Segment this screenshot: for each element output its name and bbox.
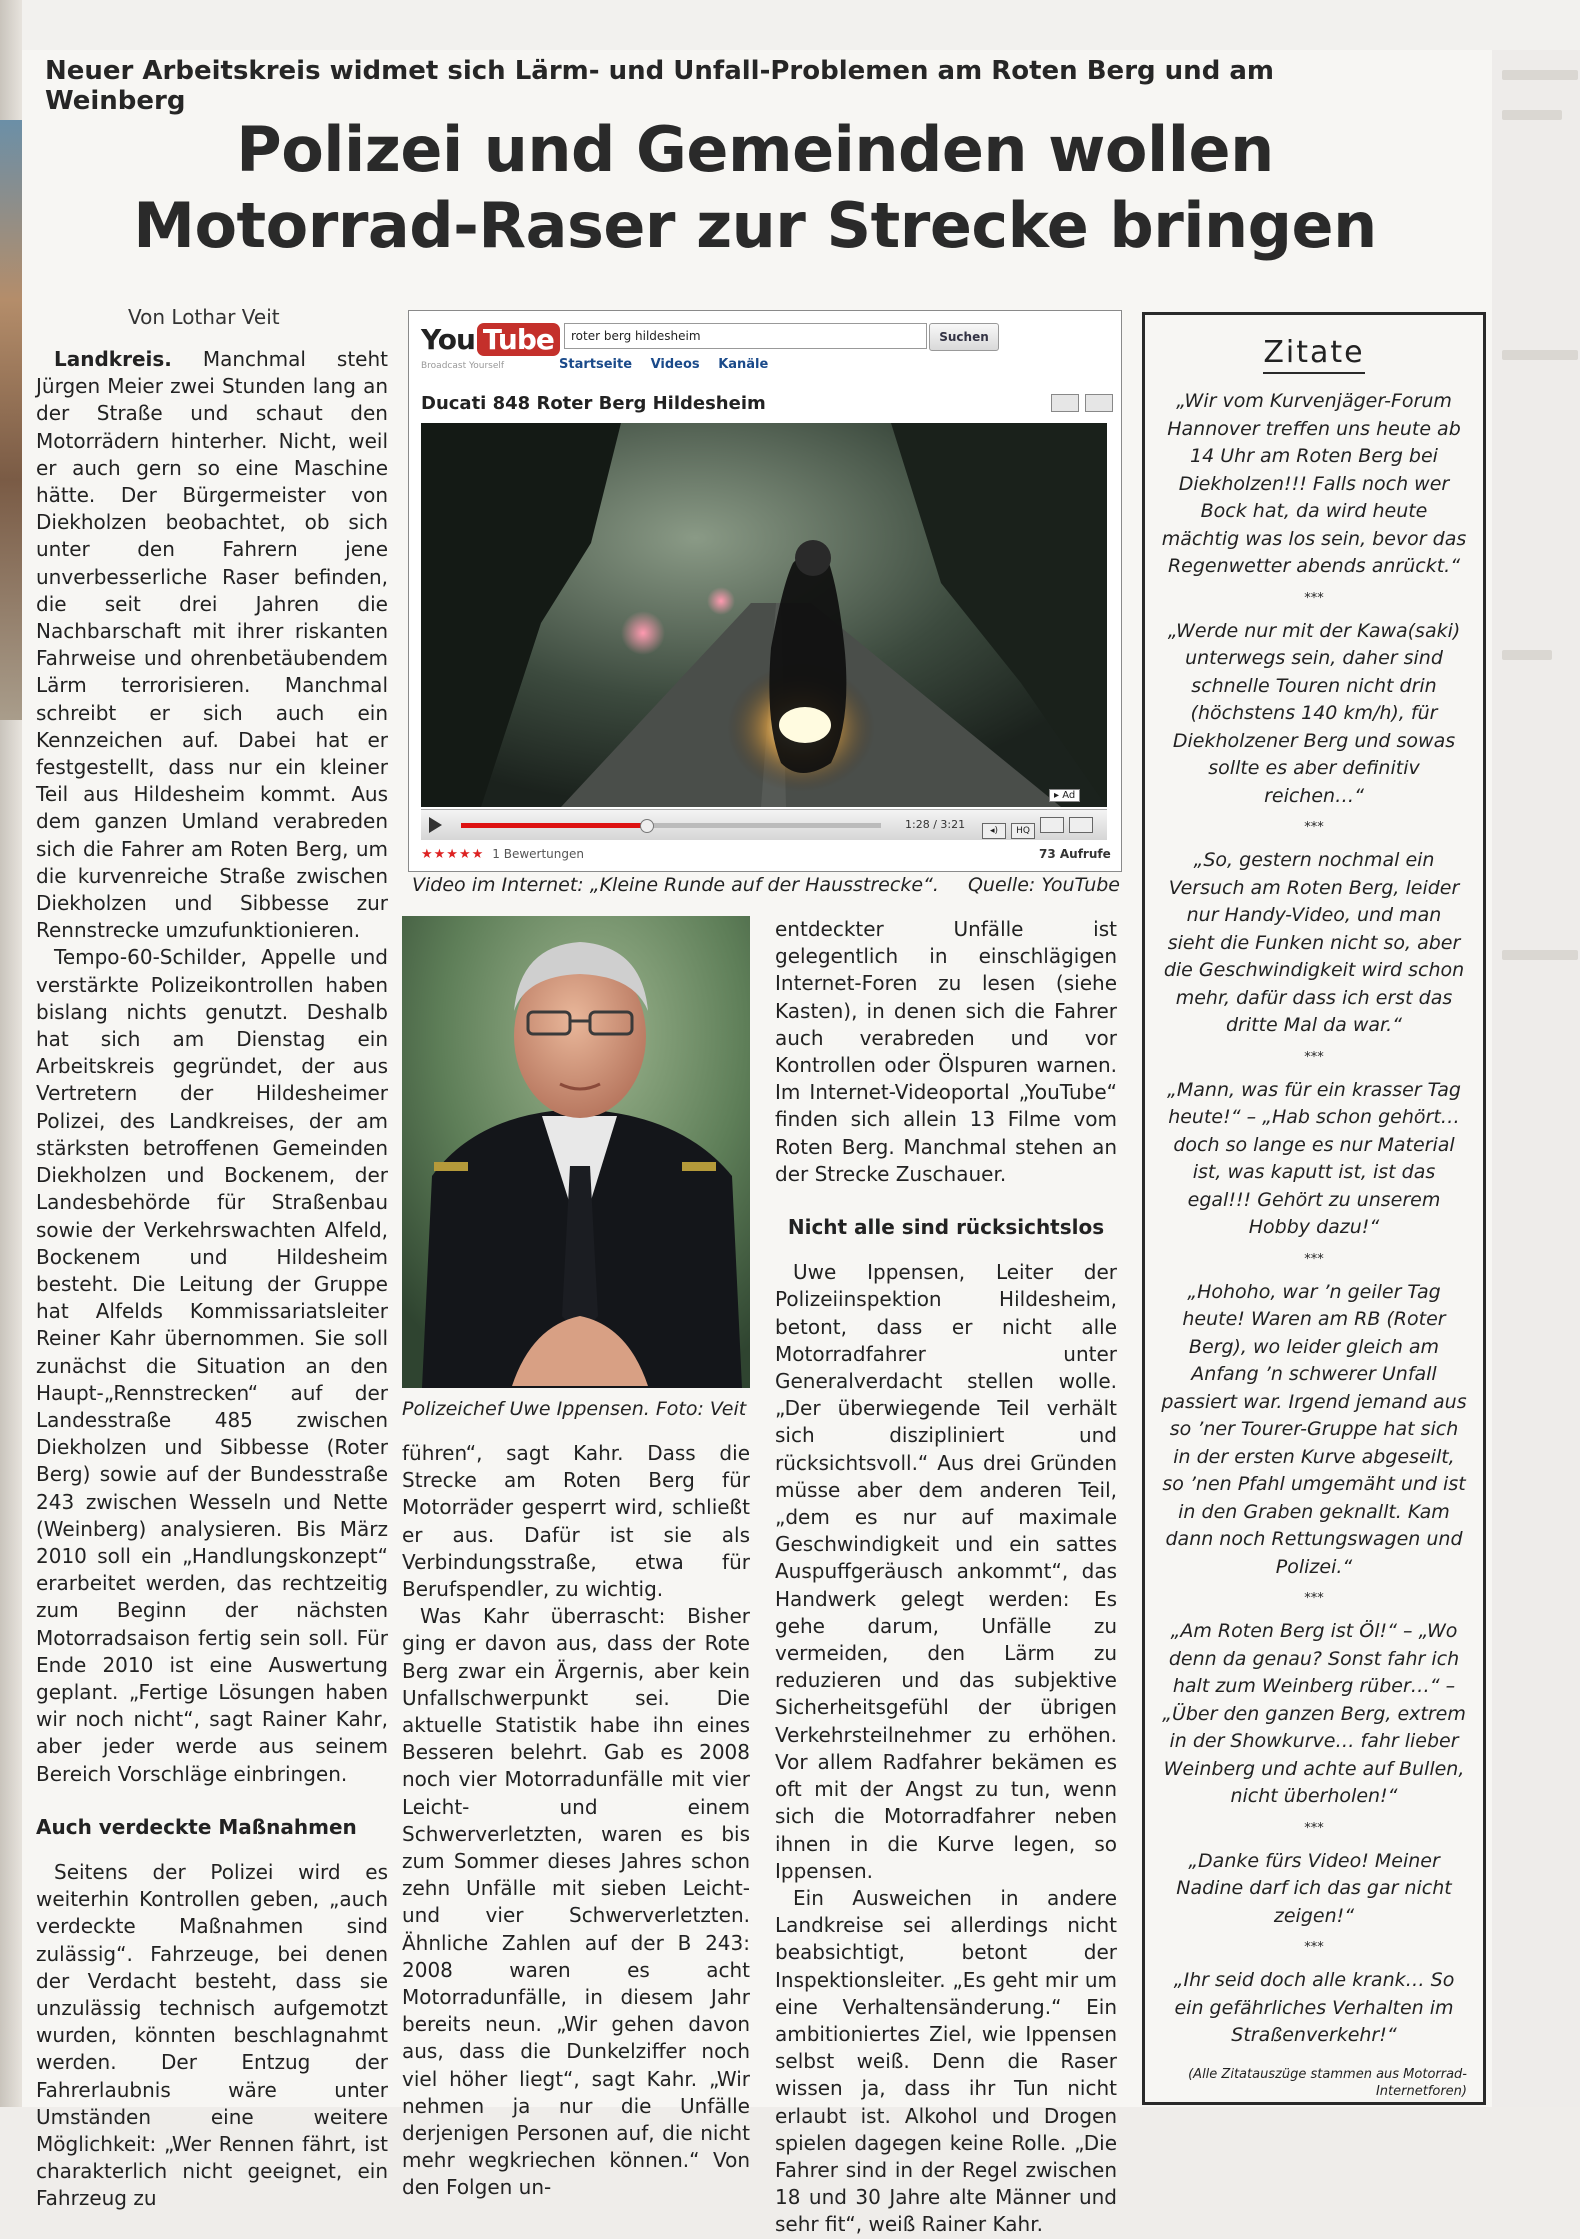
star-rating-icon[interactable]: ★★★★★ <box>421 847 485 862</box>
view-count: 73 Aufrufe <box>1039 847 1111 861</box>
forum-quote: „Werde nur mit der Kawa(saki) unterwegs sein, daher sind schnelle Touren nicht drin (höchstens 140 km/h), für Diekholzener Berg und sowas sollte es aber definitiv reichen…“ <box>1167 619 1461 807</box>
article-paragraph: führen“, sagt Kahr. Dass die Strecke am Roten Berg für Motorräder gesperrt wird, schließt er aus. Dafür ist sie als Verbindungsstraße, etwa für Berufspendler, zu wichtig. <box>402 1441 750 1602</box>
forum-quote: „So, gestern nochmal ein Versuch am Roten Berg, leider nur Handy-Video, und man sieht die Funken nicht so, aber die Geschwindigkeit wird schon mehr, dafür dass ich erst das dritte Mal da war.“ <box>1163 849 1465 1036</box>
article-subhead: Auch verdeckte Maßnahmen <box>36 1814 357 1839</box>
article-paragraph: Seitens der Polizei wird es weiterhin Kontrollen geben, „auch verdeckte Maßnahmen sind zulässig“. Fahrzeuge, bei denen der Verdacht besteht, dass sie unzulässig technisch aufgemotzt wurden, könnten beschlagnahmt werden. Der Entzug der Fahrerlaubnis wäre unter Umständen eine weitere Möglichkeit: „Wer Rennen fährt, ist charakterlich nicht geeignet, ein Fahrzeug zu <box>36 1859 388 2211</box>
article-column-1 <box>36 300 388 2211</box>
forum-quote: „Am Roten Berg ist Öl!“ – „Wo denn da genau? Sonst fahr ich halt zum Weinberg rüber…“ – „Über den ganzen Berg, extrem in der Showkurve… fahr lieber Weinberg und achte auf Bullen, nicht überholen!“ <box>1162 1620 1466 1807</box>
article-paragraph: Tempo-60-Schilder, Appelle und verstärkte Polizeikontrollen haben bislang nichts genutzt. Deshalb hat sich am Dienstag ein Arbeitskreis gegründet, der aus Vertretern der Hildesheimer Polizei, des Landkreises, der am stärksten betroffenen Gemeinden Diekholzen und Bockenem, der Landesbehörde für Straßenbau sowie der Verkehrswachten Alfeld, Bockenem und Hildesheim besteht. Die Leitung der Gruppe hat Alfelds Kommissariatsleiter Reiner Kahr übernommen. Sie soll zunächst die Situation an den Haupt-„Rennstrecken“ auf der Landesstraße 485 zwischen Diekholzen und Sibbesse (Roter Berg) sowie auf der Bundesstraße 243 zwischen Wesseln und Nette (Weinberg) analysieren. Bis März 2010 soll ein „Handlungskonzept“ erarbeitet werden, das rechtzeitig zum Beginn der nächsten Motorradsaison fertig sein soll. Für Ende 2010 ist eine Auswertung geplant. „Fertige Lösungen haben wir noch nicht“, sagt Rainer Kahr, aber jeder werde aus seinem Bereich Vorschläge einbringen. <box>36 945 388 1786</box>
ad-badge[interactable]: ▸ Ad <box>1049 789 1080 802</box>
adjacent-page-image-strip <box>0 120 22 720</box>
article-headline <box>40 112 1470 264</box>
ghost-text-line <box>1502 350 1578 360</box>
progress-fill <box>461 823 646 828</box>
video-caption-text: Video im Internet: „Kleine Runde auf der Hausstrecke“. <box>412 874 939 896</box>
article-dateline: Landkreis. <box>54 347 172 371</box>
byline: Von Lothar Veit <box>128 305 280 329</box>
article-paragraph: Uwe Ippensen, Leiter der Polizeiinspektion Hildesheim, betont, dass er nicht alle Motorradfahrer unter Generalverdacht stellen wolle. „Der überwiegende Teil verhält sich diszipliniert und rücksichtsvoll.“ Aus drei Gründen müsse aber dem anderen Teil, „dem es nur auf maximale Geschwindigkeit und ein sattes Auspuffgeräusch ankommt“, das Handwerk gelegt werden: Es gehe darum, Unfälle zu vermeiden, den Lärm zu reduzieren und das subjektive Sicherheitsgefühl der übrigen Verkehrsteilnehmer zu erhöhen. Vor allem Radfahrer bekämen es oft mit der Angst zu tun, wenn sich die Motorradfahrer neben ihnen in die Kurve legen, so Ippensen. <box>775 1260 1117 1883</box>
quote-separator: *** <box>1304 1940 1324 1955</box>
popout-icon[interactable] <box>1085 394 1113 412</box>
photo-caption: Polizeichef Uwe Ippensen. Foto: Veit <box>402 1398 747 1420</box>
quote-separator: *** <box>1304 1591 1324 1606</box>
video-title: Ducati 848 Roter Berg Hildesheim <box>421 393 766 414</box>
quotes-title: Zitate <box>1145 335 1483 370</box>
search-input[interactable]: roter berg hildesheim <box>564 323 927 349</box>
youtube-nav <box>559 357 782 372</box>
scan-top-margin <box>0 0 1580 50</box>
quote-separator: *** <box>1304 1251 1324 1267</box>
youtube-tagline: Broadcast Yourself <box>421 361 505 371</box>
widescreen-icon[interactable] <box>1040 817 1064 833</box>
article-column-3 <box>775 916 1117 2237</box>
forum-quote: „Ihr seid doch alle krank… So ein gefährliches Verhalten im Straßenverkehr!“ <box>1173 1969 1455 2046</box>
article-subhead: Nicht alle sind rücksichtslos <box>787 1215 1105 1240</box>
portrait-illustration <box>402 916 750 1388</box>
quote-separator: *** <box>1304 1820 1324 1836</box>
volume-icon[interactable]: ◂) <box>982 823 1006 839</box>
quote-separator: *** <box>1304 1049 1324 1065</box>
video-caption-source: Quelle: YouTube <box>967 874 1120 896</box>
ghost-text-line <box>1502 70 1578 80</box>
headline-line-1: Polizei und Gemeinden wollen <box>236 113 1274 186</box>
article-paragraph: Ein Ausweichen in andere Landkreise sei allerdings nicht beabsichtigt, betont der Inspektionsleiter. „Es geht mir um eine Verhaltensänderung.“ Ein ambitioniertes Ziel, wie Ippensen selbst weiß. Denn die Raser wissen ja, dass ihr Tun nicht erlaubt ist. Alkohol und Drogen spielen dagegen keine Rolle. „Die Fahrer sind in der Regel zwischen 18 und 30 Jahre alte Männer und sehr fit“, weiß Rainer Kahr. <box>775 1885 1117 2237</box>
article-paragraph: Was Kahr überrascht: Bisher ging er davon aus, dass der Rote Berg zwar ein Ärgernis, aber kein Unfallschwerpunkt sei. Die aktuelle Statistik habe ihn eines Besseren belehrt. Gab es 2008 noch vier Motorradunfälle mit vier Leicht- und einem Schwerverletzten, waren es bis zum Sommer dieses Jahres schon zehn Unfälle mit sieben Leicht- und vier Schwerverletzten. Ähnliche Zahlen auf der B 243: 2008 waren es acht Motorradunfälle, in diesem Jahr bereits neun. „Wir gehen davon aus, dass die Dunkelziffer noch viel höher liegt“, sagt Kahr. „Wir nehmen ja nur die Unfälle derjenigen Personen auf, die nicht mehr wegkriechen können.“ Von den Folgen un- <box>402 1604 750 2200</box>
progress-knob[interactable] <box>640 819 654 833</box>
police-chief-photo <box>402 916 750 1388</box>
search-button[interactable]: Suchen <box>929 323 999 351</box>
video-caption <box>412 874 1120 896</box>
article-paragraph: entdeckter Unfälle ist gelegentlich in einschlägigen Internet-Foren zu lesen (siehe Kasten), in denen sich die Fahrer auch verabreden und vor Kontrollen oder Ölspuren warnen. Im Internet-Videoportal „YouTube“ finden sich allein 13 Filme vom Roten Berg. Manchmal stehen an der Strecke Zuschauer. <box>775 917 1117 1186</box>
quotes-source-note: (Alle Zitatauszüge stammen aus Motorrad-Internetforen) <box>1188 2066 1467 2099</box>
progress-bar[interactable] <box>461 823 881 828</box>
control-icons <box>977 817 1093 839</box>
nav-videos[interactable]: Videos <box>650 357 700 372</box>
forum-quote: „Danke fürs Video! Meiner Nadine darf ich das gar nicht zeigen!“ <box>1176 1849 1452 1927</box>
youtube-screenshot <box>408 310 1122 872</box>
ghost-text-line <box>1502 110 1562 120</box>
video-controls <box>421 809 1107 840</box>
video-frame[interactable] <box>421 423 1107 807</box>
play-icon[interactable] <box>429 817 442 833</box>
adjacent-page-left-edge <box>0 0 22 2107</box>
headline-line-2: Motorrad-Raser zur Strecke bringen <box>133 189 1377 262</box>
forum-quote: „Mann, was für ein krasser Tag heute!“ – „Hab schon gehört… doch so lange es nur Material ist, was kaputt ist, ist das egal!!! Gehört zu unserem Hobby dazu!“ <box>1167 1078 1461 1238</box>
hq-button[interactable]: HQ <box>1011 823 1035 839</box>
ghost-text-line <box>1502 650 1552 660</box>
expand-icon[interactable] <box>1051 394 1079 412</box>
video-tools <box>1045 394 1113 416</box>
video-still-motorcycle <box>421 423 1107 807</box>
forum-quote: „Wir vom Kurvenjäger-Forum Hannover treffen uns heute ab 14 Uhr am Roten Berg bei Diekholzen!!! Falls noch wer Bock hat, da wird heute mächtig was los sein, bevor das Regenwetter abends anrückt.“ <box>1161 390 1467 577</box>
youtube-logo: You Tube <box>421 323 560 356</box>
fullscreen-icon[interactable] <box>1069 817 1093 833</box>
forum-quote: „Hohoho, war ’n geiler Tag heute! Waren am RB (Roter Berg), wo leider gleich am Anfang ’n schwerer Unfall passiert war. Irgend jemand aus so ’ner Tourer-Gruppe hat sich in der ersten Kurve abgeseilt, so ’nen Pfahl umgemäht und ist in den Graben geknallt. Kam dann noch Rettungswagen und Polizei.“ <box>1161 1280 1467 1578</box>
article-kicker: Neuer Arbeitskreis widmet sich Lärm- und Unfall-Problemen am Roten Berg und am Weinberg <box>45 56 1274 116</box>
nav-kanaele[interactable]: Kanäle <box>718 357 769 372</box>
ghost-text-line <box>1502 950 1578 960</box>
video-time: 1:28 / 3:21 <box>905 818 966 831</box>
quote-separator: *** <box>1304 590 1324 606</box>
article-paragraph: Manchmal steht Jürgen Meier zwei Stunden lang an der Straße und schaut den Motorrädern hinterher. Nicht, weil er auch gern so eine Maschine hätte. Der Bürgermeister von Diekholzen beobachtet, ob sich unter den Fahrern jene unverbesserliche Raser befinden, die seit drei Jahren die Nachbarschaft mit ihrer riskanten Fahrweise und ohrenbetäubendem Lärm terrorisieren. Manchmal schreibt er sich auch ein Kennzeichen auf. Dabei hat er festgestellt, dass nur ein kleiner Teil aus Hildesheim kommt. Aus dem ganzen Umland verabreden sich die Fahrer am Roten Berg, um die kurvenreiche Straße zwischen Diekholzen und Sibbesse zur Rennstrecke umzufunktionieren. <box>36 347 388 943</box>
article-column-2 <box>402 1440 750 2200</box>
quote-separator: *** <box>1304 820 1324 835</box>
video-rating <box>421 847 584 862</box>
adjacent-page-right-edge <box>1492 50 1580 2107</box>
quotes-box <box>1142 312 1486 2105</box>
rating-count: 1 Bewertungen <box>492 847 584 861</box>
nav-startseite[interactable]: Startseite <box>559 357 633 372</box>
